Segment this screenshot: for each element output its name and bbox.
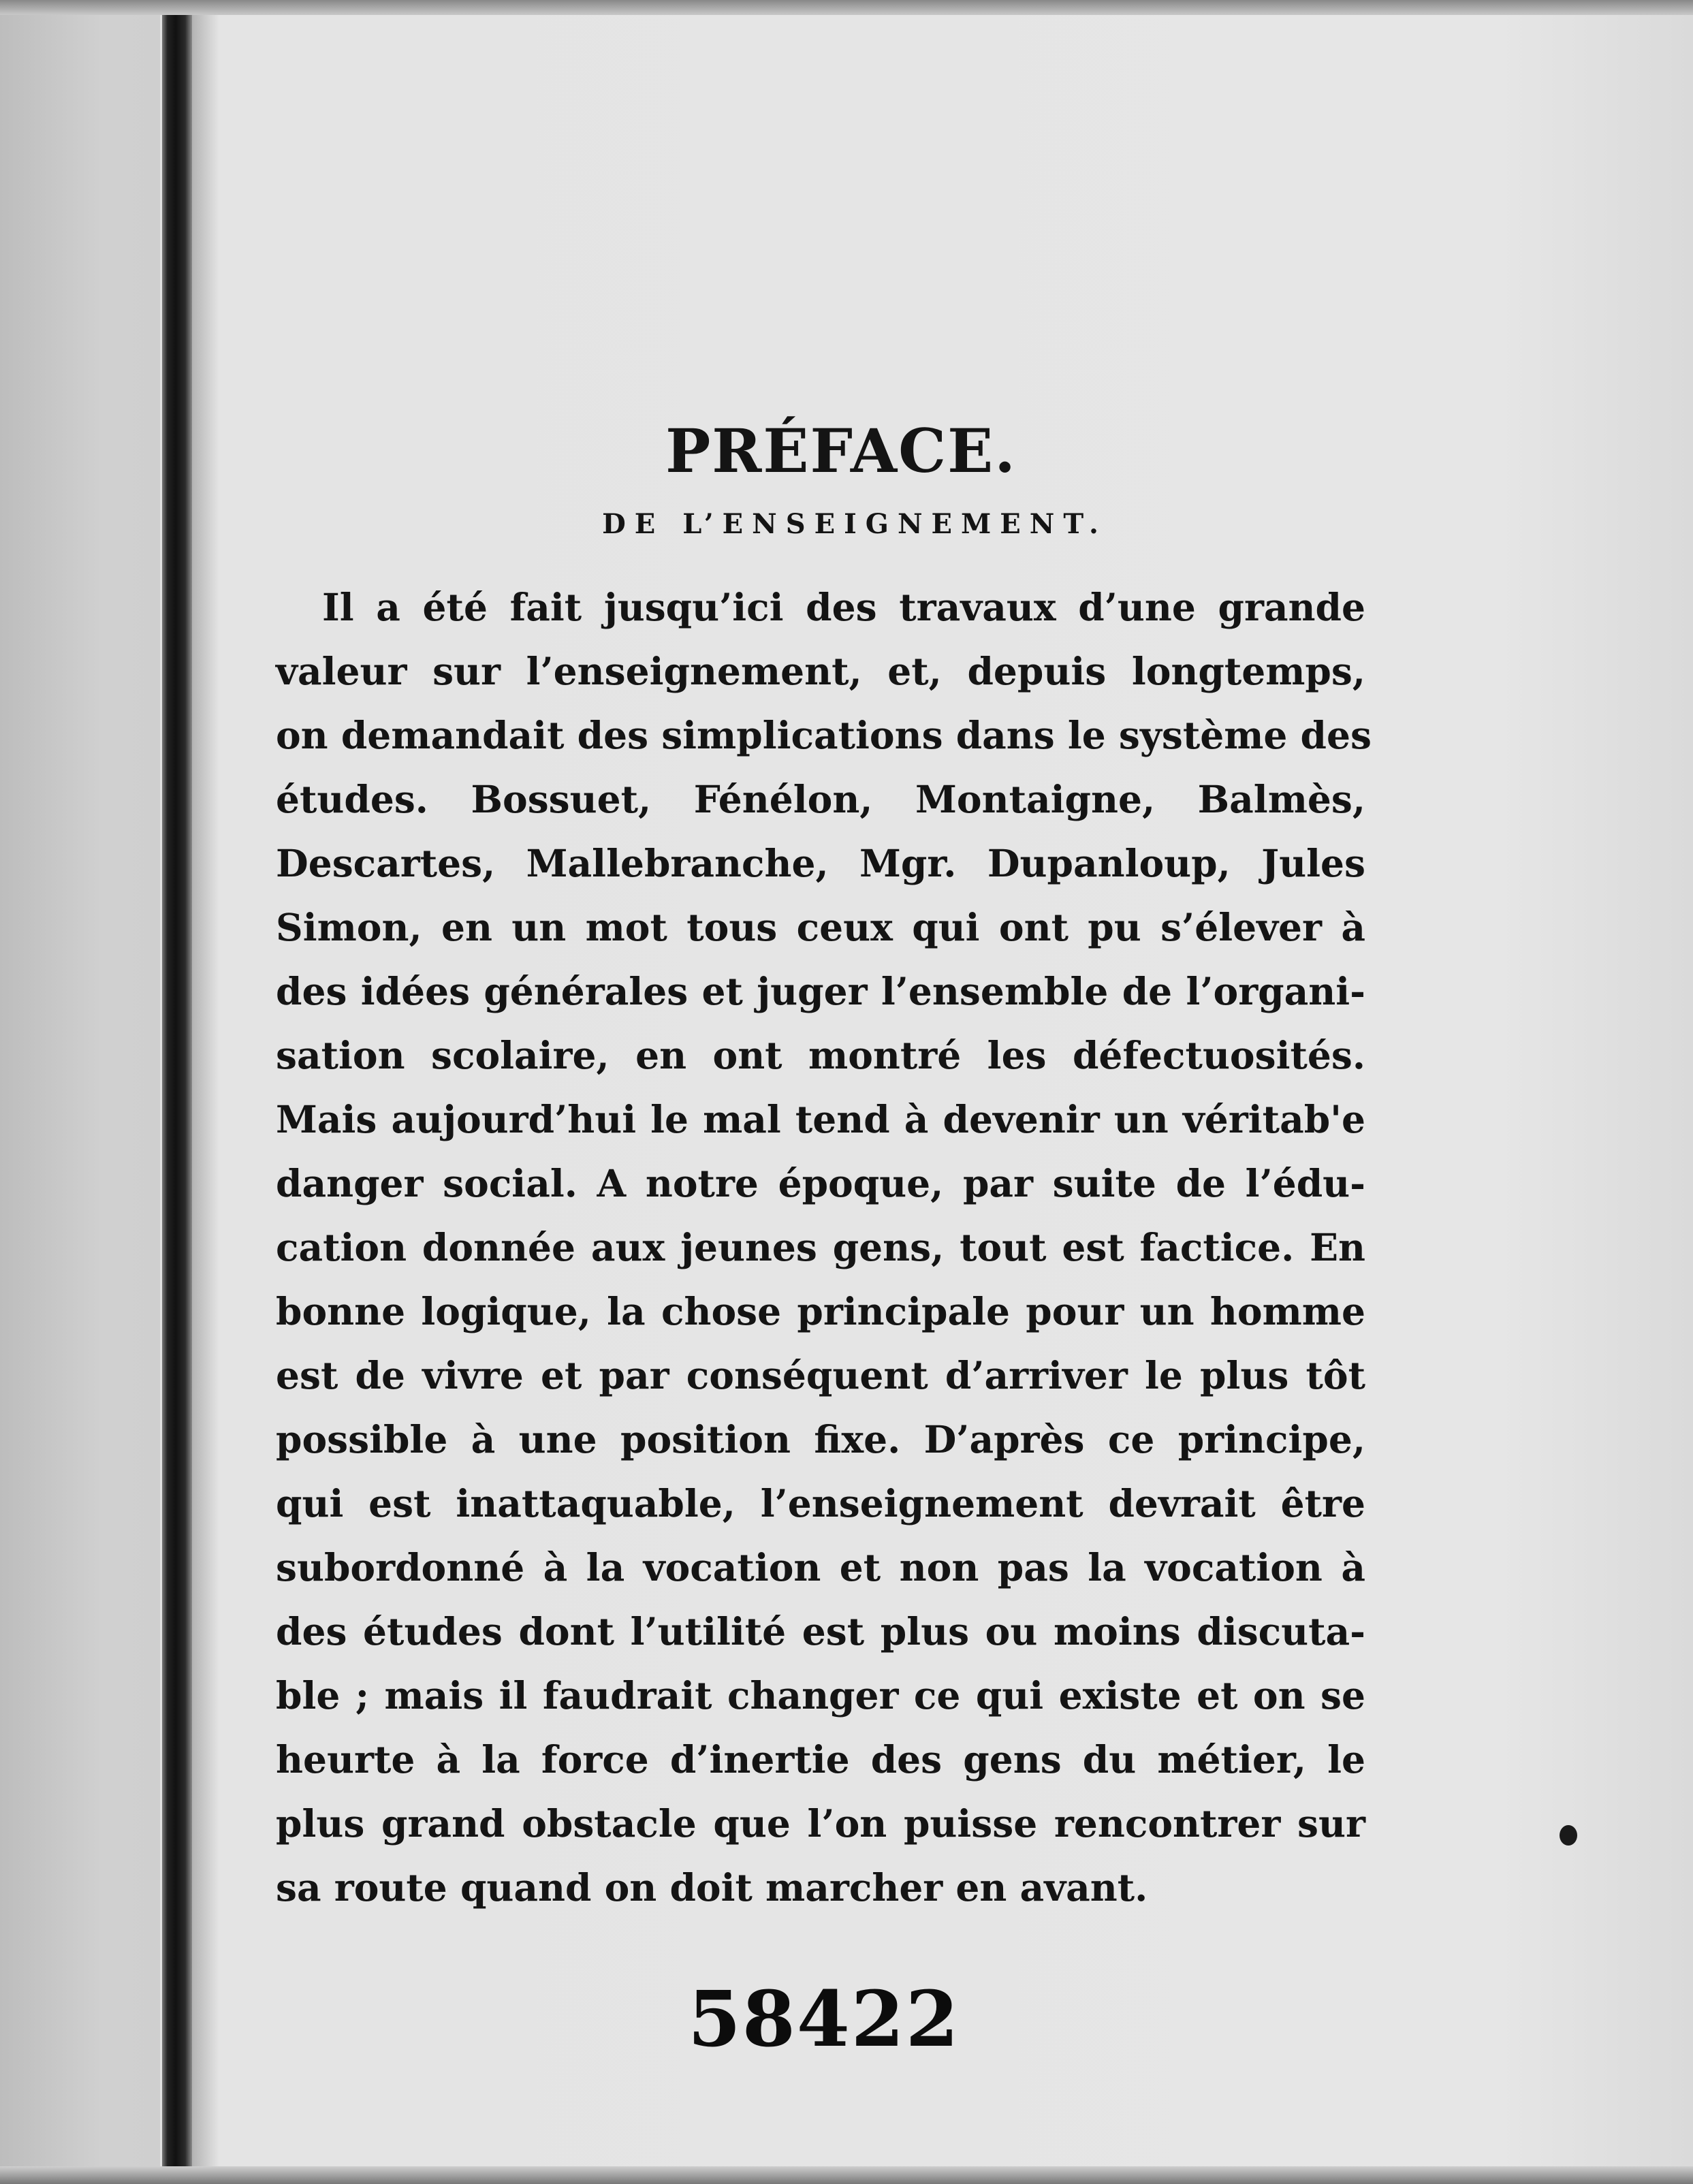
text-line: des études dont l’utilité est plus ou moins discuta- — [276, 1609, 1365, 1653]
text-line: est de vivre et par conséquent d’arriver le plus tôt — [276, 1353, 1365, 1397]
top-page-edge — [0, 0, 1693, 15]
ink-speck — [1560, 1825, 1577, 1846]
bottom-page-edge — [0, 2166, 1693, 2184]
preface-paragraph — [276, 575, 1372, 1920]
binding-shadow-line — [162, 0, 192, 2184]
text-line: Simon, en un mot tous ceux qui ont pu s’élever à — [276, 905, 1365, 949]
text-line: plus grand obstacle que l’on puisse rencontrer sur — [276, 1801, 1365, 1846]
binding-gradient — [192, 0, 219, 2184]
text-line: heurte à la force d’inertie des gens du métier, le — [276, 1737, 1365, 1782]
text-line: des idées générales et juger l’ensemble de l’organi- — [276, 969, 1365, 1013]
text-line: sa route quand on doit marcher en avant. — [276, 1865, 1148, 1910]
left-page-margin — [0, 0, 160, 2184]
section-subtitle: DE L’ENSEIGNEMENT. — [602, 508, 1107, 540]
text-line: danger social. A notre époque, par suite de l’édu- — [276, 1161, 1365, 1205]
text-line: bonne logique, la chose principale pour un homme — [276, 1289, 1365, 1333]
text-line: on demandait des simplications dans le système des — [276, 713, 1372, 757]
text-line: qui est inattaquable, l’enseignement devrait être — [276, 1481, 1365, 1525]
text-line: sation scolaire, en ont montré les défectuosités. — [276, 1033, 1365, 1077]
text-line: subordonné à la vocation et non pas la vocation à — [276, 1545, 1365, 1589]
text-line: valeur sur l’enseignement, et, depuis longtemps, — [276, 649, 1365, 693]
text-line: Descartes, Mallebranche, Mgr. Dupanloup, Jules — [276, 841, 1365, 885]
preface-content — [276, 415, 1372, 1920]
text-line: Il a été fait jusqu’ici des travaux d’une grande — [322, 585, 1365, 629]
text-line: ble ; mais il faudrait changer ce qui existe et on se — [276, 1673, 1365, 1718]
text-line: possible à une position fixe. D’après ce principe, — [276, 1417, 1365, 1461]
text-line: études. Bossuet, Fénélon, Montaigne, Balmès, — [276, 777, 1365, 821]
page-title: PRÉFACE. — [665, 415, 1017, 486]
catalog-number: 58422 — [688, 1975, 960, 2064]
text-line: Mais aujourd’hui le mal tend à devenir un véritab'e — [276, 1097, 1365, 1141]
text-line: cation donnée aux jeunes gens, tout est factice. En — [276, 1225, 1365, 1269]
